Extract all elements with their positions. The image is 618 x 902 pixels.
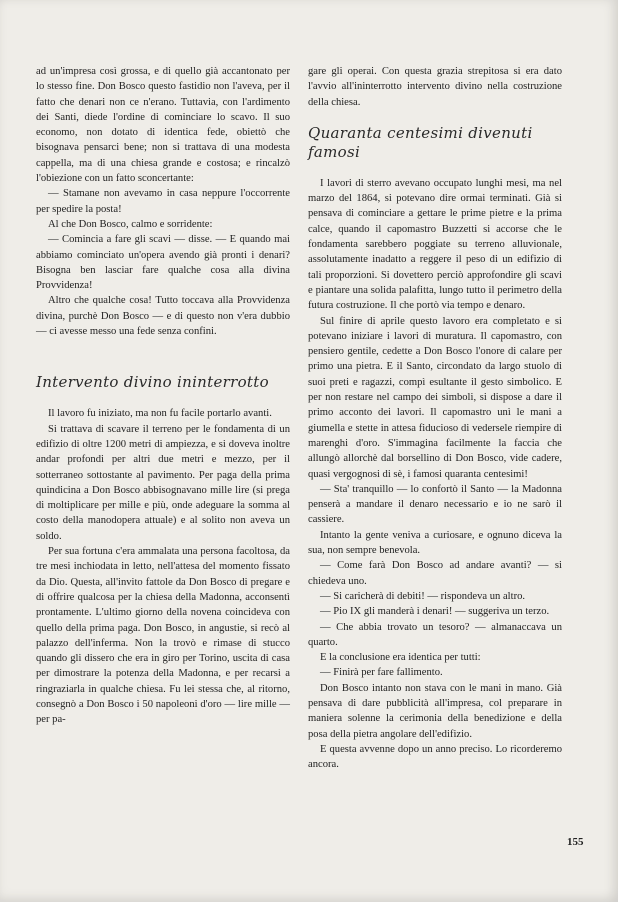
paragraph: gare gli operai. Con questa grazia strepitosa si era dato l'avvio all'ininterrotto intervento divino nella costruzione della chiesa. bbox=[308, 66, 562, 108]
paragraph: Sul finire di aprile questo lavoro era completato e si potevano iniziare i lavori di muratura. Il capomastro, con pensiero gentile, cedette a Don Bosco l'onore di calare per primo una pietra. E il Santo, circondato da largo stuolo di suoi preti e ragazzi, compì esultante il gesto simbolico. E per non restare nel campo dei simboli, si dispose a dare il primo acconto dei lavori. Il capomastro unì le mani a giumella e stette in attesa fiducioso di vedersele riempire di marenghi d'oro. S'immagina facilmente la faccia che allungò allorchè dal borsellino di Don Bosco, vide cadere, quasi vergognosi di sè, i famosi quaranta centesimi! bbox=[308, 315, 562, 480]
paragraph: — Stamane non avevamo in casa neppure l'occorrente per spedire la posta! bbox=[36, 188, 290, 215]
paragraph: Don Bosco intanto non stava con le mani in mano. Già pensava di dare pubblicità all'impresa, col preparare in maniera solenne la cerimonia della benedizione e della posa della pietra angolare dell'edifizio. bbox=[308, 682, 562, 740]
paragraph: — Sta' tranquillo — lo confortò il Santo — la Madonna penserà a mandare il denaro necessario e io ne sarò il cassiere. bbox=[308, 483, 562, 526]
paragraph: — Comincia a fare gli scavi — disse. — E quando mai abbiamo cominciato un'opera avendo già pronti i denari? Bisogna ben lasciar fare qualche cosa alla divina Provvidenza! bbox=[36, 234, 290, 292]
paragraph: — Che abbia trovato un tesoro? — almanaccava un quarto. bbox=[308, 621, 562, 648]
paragraph: I lavori di sterro avevano occupato lunghi mesi, ma nel marzo del 1864, si potevano dire ormai terminati. Già si pensava di cominciare a gettare le prime pietre e la prima calce, quando il capomastro Buzzetti si accorse che le fondamenta sarebbero poggiate su terreno alluvionale, assolutamente inadatto a reggere il peso di un edifizio di tali proporzioni. Si dovettero perciò approfondire gli scavi e piantare una solida palafitta, lungo tutto il perimetro della futura costruzione. Il che portò via tempo e denaro. bbox=[308, 177, 562, 312]
paragraph: Altro che qualche cosa! Tutto toccava alla Provvidenza divina, purchè Don Bosco — e di questo non v'era dubbio — ci avesse messo una fede senza confini. bbox=[36, 295, 290, 338]
page-number: 155 bbox=[567, 836, 584, 848]
paragraph: ad un'impresa così grossa, e di quello già accantonato per lo stesso fine. Don Bosco questo fastidio non l'aveva, per il fatto che denari non ce n'erano. Tuttavia, con l'ardimento dei Santi, diede l'ordine di cominciare lo scavo. Il suo economo, non dotato di identica fede, obiettò che bisognava pensarci bene; non si trattava di una modesta cappella, ma di una chiesa grande e costosa; e rincalzò l'obiezione con un fatto sconcertante: bbox=[36, 66, 290, 185]
paragraph: — Finirà per fare fallimento. bbox=[320, 667, 443, 679]
paragraph: — Pio IX gli manderà i denari! — suggeriva un terzo. bbox=[320, 606, 550, 618]
paragraph: Al che Don Bosco, calmo e sorridente: bbox=[48, 218, 213, 230]
section-title: Intervento divino ininterrotto bbox=[36, 373, 269, 392]
paragraph: E la conclusione era identica per tutti: bbox=[320, 652, 481, 664]
paragraph: Si trattava di scavare il terreno per le fondamenta di un edifizio di oltre 1200 metri di ampiezza, e si doveva inoltre andar profondi per altri due metri e mezzo, per il sotterraneo sottostante al pavimento. Per paga della prima quindicina a Don Bosco abbisognavano mille lire (si prega di moltiplicare per mille e più, onde adeguare la somma al costo della manodopera attuale) e al solito non aveva un soldo. bbox=[36, 423, 290, 542]
paragraph: Per sua fortuna c'era ammalata una persona facoltosa, da tre mesi inchiodata in letto, nell'attesa del momento fissato da Dio. Questa, all'invito fattole da Don Bosco di pregare e di offrire qualcosa per la chiesa della Madonna, acconsentì prontamente. L'ultimo giorno della novena coincideva con quello della prima paga. Don Bosco, in angustie, si recò al palazzo dell'inferma. Non la trovò e rimase di stucco quando gli dissero che era in giro per Torino, uscita di casa per dimostrare la potenza della Madonna, e per recarsi a ringraziarla in qualche chiesa. Fu lei stessa che, al ritorno, consegnò a Don Bosco i 50 napoleoni d'oro — lire mille — per pa- bbox=[36, 546, 290, 726]
section-title: Quaranta centesimi divenuti famosi bbox=[308, 123, 533, 161]
paragraph: Intanto la gente veniva a curiosare, e ognuno diceva la sua, non sempre benevola. bbox=[308, 529, 562, 557]
paragraph: — Si caricherà di debiti! — rispondeva un altro. bbox=[320, 590, 526, 602]
left-column bbox=[36, 64, 290, 728]
right-column bbox=[308, 64, 562, 772]
paragraph: E questa avvenne dopo un anno preciso. Lo ricorderemo ancora. bbox=[308, 743, 562, 771]
paragraph: — Come farà Don Bosco ad andare avanti? — si chiedeva uno. bbox=[308, 560, 562, 587]
paragraph: Il lavoro fu iniziato, ma non fu facile portarlo avanti. bbox=[48, 408, 272, 420]
